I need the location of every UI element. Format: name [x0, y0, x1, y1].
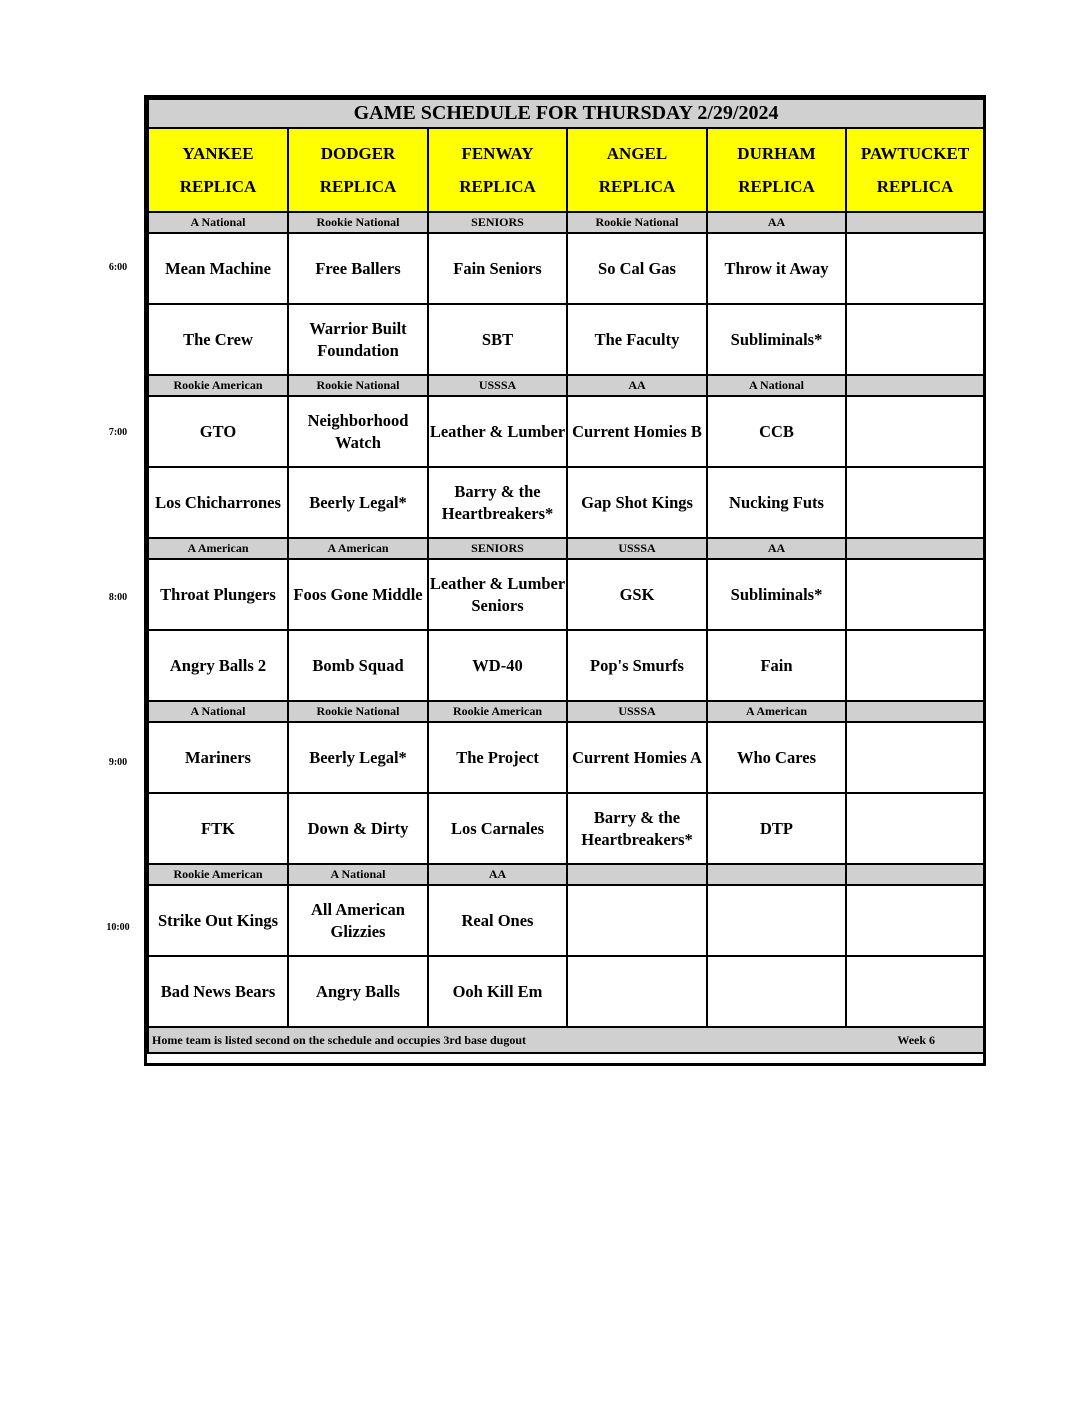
field-header: [567, 128, 707, 212]
away-team-name: Who Cares: [737, 747, 816, 767]
away-team-name: GTO: [199, 421, 237, 441]
away-team-name: Foos Gone Middle: [293, 584, 423, 604]
footer: [148, 1027, 984, 1053]
home-team-cell: [148, 630, 288, 701]
division-label: A American: [148, 538, 288, 559]
away-team-cell: [567, 559, 707, 630]
away-team-cell: [428, 885, 567, 956]
away-team-cell: [707, 559, 846, 630]
home-team-cell: [288, 304, 428, 375]
home-team-name: The Crew: [183, 329, 253, 349]
home-team-name: Barry & the Heartbreakers*: [581, 807, 693, 849]
field-header: [428, 128, 567, 212]
division-label: [567, 864, 707, 885]
home-team-name: Nucking Futs: [729, 492, 824, 512]
away-team-name: Throat Plungers: [160, 584, 276, 604]
away-team-cell: [288, 722, 428, 793]
away-team-cell: [148, 885, 288, 956]
home-team-cell: [288, 467, 428, 538]
home-team-cell: [148, 304, 288, 375]
home-team-cell: [288, 630, 428, 701]
away-team-cell: [846, 559, 984, 630]
time-slot-label: 9:00: [108, 757, 128, 768]
division-label: A American: [707, 701, 846, 722]
division-label: [846, 864, 984, 885]
away-team-cell: [707, 722, 846, 793]
away-team-cell: [148, 559, 288, 630]
division-label: USSSA: [428, 375, 567, 396]
away-team-cell: [428, 722, 567, 793]
away-team-name: Beerly Legal*: [309, 747, 407, 767]
division-label: [846, 538, 984, 559]
away-team-cell: [148, 233, 288, 304]
home-team-row: [148, 304, 984, 375]
division-label: A National: [288, 864, 428, 885]
away-team-cell: [846, 885, 984, 956]
home-team-name: DTP: [760, 818, 793, 838]
home-team-cell: [567, 630, 707, 701]
away-team-cell: [148, 396, 288, 467]
footer-note: Home team is listed second on the schedule and occupies 3rd base dugout: [152, 1032, 527, 1047]
home-team-name: The Faculty: [594, 329, 680, 349]
field-subtitle: REPLICA: [598, 177, 676, 196]
away-team-row: [148, 396, 984, 467]
away-team-name: Leather & Lumber Seniors: [429, 573, 566, 615]
away-team-cell: [707, 233, 846, 304]
home-team-name: Down & Dirty: [307, 818, 409, 838]
away-team-row: [148, 233, 984, 304]
home-team-row: [148, 630, 984, 701]
away-team-cell: [428, 233, 567, 304]
home-team-cell: [846, 630, 984, 701]
home-team-name: Gap Shot Kings: [581, 492, 693, 512]
field-subtitle: REPLICA: [876, 177, 954, 196]
away-team-cell: [148, 722, 288, 793]
away-team-name: The Project: [456, 747, 539, 767]
home-team-cell: [846, 956, 984, 1027]
home-team-row: [148, 956, 984, 1027]
field-header: [846, 128, 984, 212]
home-team-name: Pop's Smurfs: [590, 655, 684, 675]
division-label: AA: [707, 212, 846, 233]
away-team-cell: [567, 396, 707, 467]
field-subtitle: REPLICA: [179, 177, 257, 196]
home-team-name: Angry Balls: [316, 981, 400, 1001]
home-team-cell: [846, 304, 984, 375]
away-team-cell: [846, 396, 984, 467]
away-team-name: CCB: [759, 421, 794, 441]
home-team-row: [148, 467, 984, 538]
home-team-name: WD-40: [472, 655, 523, 675]
division-label: A American: [288, 538, 428, 559]
home-team-name: Barry & the Heartbreakers*: [441, 481, 554, 523]
time-slot-label: 8:00: [108, 592, 128, 603]
home-team-cell: [707, 956, 846, 1027]
field-subtitle: REPLICA: [459, 177, 536, 196]
time-slot-label: 10:00: [106, 922, 130, 933]
division-row: [148, 212, 984, 233]
away-team-cell: [846, 722, 984, 793]
home-team-name: Angry Balls 2: [169, 655, 267, 675]
home-team-cell: [288, 793, 428, 864]
away-team-row: [148, 722, 984, 793]
away-team-name: Leather & Lumber: [429, 421, 566, 441]
division-label: USSSA: [567, 701, 707, 722]
away-team-name: So Cal Gas: [598, 258, 676, 278]
away-team-cell: [428, 396, 567, 467]
home-team-cell: [428, 630, 567, 701]
time-slot-label: 7:00: [108, 427, 128, 438]
division-label: USSSA: [567, 538, 707, 559]
division-label: [846, 212, 984, 233]
home-team-cell: [707, 467, 846, 538]
away-team-name: Subliminals*: [730, 584, 823, 604]
away-team-name: Current Homies A: [572, 747, 702, 767]
division-label: AA: [567, 375, 707, 396]
division-label: Rookie National: [288, 375, 428, 396]
division-label: Rookie American: [148, 375, 288, 396]
away-team-cell: [288, 396, 428, 467]
home-team-cell: [148, 956, 288, 1027]
home-team-row: [148, 793, 984, 864]
division-row: [148, 864, 984, 885]
division-label: SENIORS: [428, 538, 567, 559]
away-team-name: Throw it Away: [724, 258, 829, 278]
division-label: A National: [148, 212, 288, 233]
week-label: Week 6: [897, 1032, 936, 1047]
away-team-cell: [707, 885, 846, 956]
home-team-name: FTK: [201, 818, 235, 838]
schedule-table: [144, 95, 986, 1066]
away-team-cell: [288, 885, 428, 956]
field-name: YANKEE: [182, 144, 254, 163]
field-name: DURHAM: [737, 144, 816, 163]
home-team-name: Los Carnales: [450, 818, 545, 838]
home-team-cell: [846, 467, 984, 538]
field-header: [707, 128, 846, 212]
home-team-cell: [567, 956, 707, 1027]
division-label: Rookie National: [288, 212, 428, 233]
away-team-cell: [567, 233, 707, 304]
home-team-name: Fain: [760, 655, 793, 675]
home-team-cell: [707, 793, 846, 864]
away-team-name: Free Ballers: [315, 258, 401, 278]
division-label: [707, 864, 846, 885]
time-slot-label: 6:00: [108, 262, 128, 273]
page-title: GAME SCHEDULE FOR THURSDAY 2/29/2024: [148, 99, 984, 128]
field-name: DODGER: [320, 144, 396, 163]
home-team-cell: [567, 304, 707, 375]
field-subtitle: REPLICA: [738, 177, 815, 196]
home-team-cell: [288, 956, 428, 1027]
home-team-name: Beerly Legal*: [309, 492, 407, 512]
away-team-cell: [707, 396, 846, 467]
division-label: Rookie National: [567, 212, 707, 233]
division-row: [148, 701, 984, 722]
away-team-name: Strike Out Kings: [157, 910, 279, 930]
field-name: ANGEL: [606, 144, 668, 163]
home-team-cell: [428, 304, 567, 375]
away-team-name: Real Ones: [461, 910, 534, 930]
division-label: [846, 701, 984, 722]
field-header: [148, 128, 288, 212]
away-team-name: Current Homies B: [572, 421, 702, 441]
home-team-cell: [567, 793, 707, 864]
division-label: [846, 375, 984, 396]
division-label: Rookie American: [428, 701, 567, 722]
away-team-name: GSK: [619, 584, 655, 604]
away-team-name: All American Glizzies: [311, 899, 405, 941]
away-team-cell: [846, 233, 984, 304]
home-team-cell: [707, 630, 846, 701]
field-name: PAWTUCKET: [860, 144, 970, 163]
away-team-row: [148, 885, 984, 956]
division-label: Rookie American: [148, 864, 288, 885]
division-label: SENIORS: [428, 212, 567, 233]
home-team-name: Los Chicharrones: [155, 492, 281, 512]
home-team-cell: [428, 467, 567, 538]
division-label: AA: [428, 864, 567, 885]
field-header: [288, 128, 428, 212]
home-team-cell: [148, 793, 288, 864]
away-team-cell: [288, 559, 428, 630]
home-team-name: Bomb Squad: [312, 655, 404, 675]
division-row: [148, 538, 984, 559]
away-team-cell: [428, 559, 567, 630]
away-team-name: Neighborhood Watch: [307, 410, 409, 452]
division-label: Rookie National: [288, 701, 428, 722]
home-team-name: Subliminals*: [730, 329, 823, 349]
away-team-cell: [567, 885, 707, 956]
home-team-cell: [707, 304, 846, 375]
field-name: FENWAY: [461, 144, 534, 163]
home-team-cell: [428, 793, 567, 864]
away-team-cell: [567, 722, 707, 793]
away-team-name: Mean Machine: [165, 258, 271, 278]
division-label: AA: [707, 538, 846, 559]
home-team-name: Ooh Kill Em: [452, 981, 543, 1001]
home-team-cell: [567, 467, 707, 538]
home-team-name: Bad News Bears: [160, 981, 276, 1001]
division-label: A National: [148, 701, 288, 722]
away-team-row: [148, 559, 984, 630]
home-team-cell: [428, 956, 567, 1027]
away-team-name: Fain Seniors: [453, 258, 542, 278]
field-subtitle: REPLICA: [319, 177, 397, 196]
division-label: A National: [707, 375, 846, 396]
home-team-cell: [846, 793, 984, 864]
home-team-name: Warrior Built Foundation: [309, 318, 407, 360]
home-team-name: SBT: [481, 329, 514, 349]
away-team-name: Mariners: [185, 747, 251, 767]
home-team-cell: [148, 467, 288, 538]
away-team-cell: [288, 233, 428, 304]
division-row: [148, 375, 984, 396]
